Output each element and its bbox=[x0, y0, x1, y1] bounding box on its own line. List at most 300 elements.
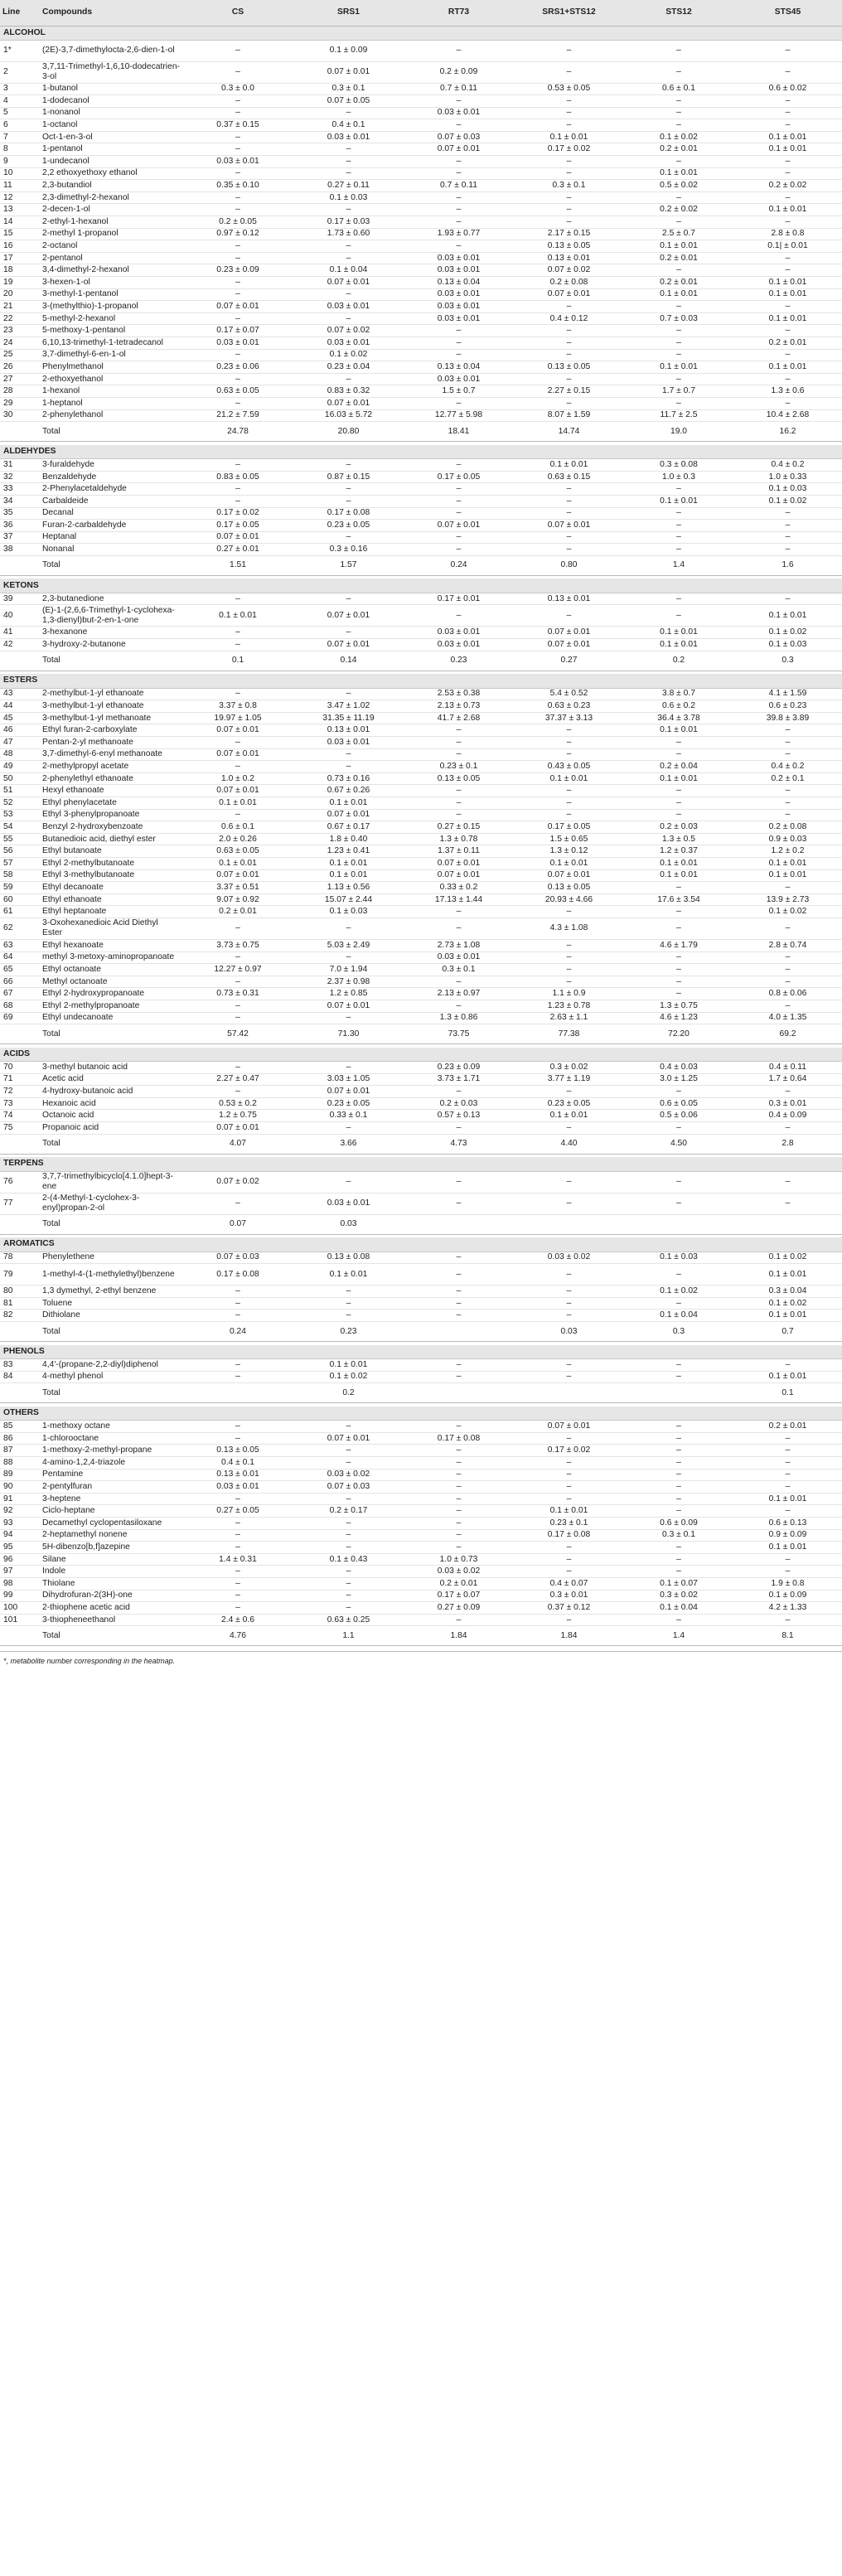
total-cell-cs bbox=[182, 1383, 293, 1403]
section-header bbox=[0, 1048, 842, 1062]
value-cell-rt73: – bbox=[404, 1517, 514, 1529]
value-cell-mix: 8.07 ± 1.59 bbox=[514, 409, 624, 422]
line-number-cell: 101 bbox=[0, 1614, 40, 1626]
table-row bbox=[0, 1577, 842, 1590]
value-cell-srs1: – bbox=[293, 107, 404, 119]
value-cell-mix: 0.07 ± 0.02 bbox=[514, 264, 624, 277]
value-cell-sts12: 0.1 ± 0.04 bbox=[624, 1310, 733, 1322]
compound-name-cell: Ethyl furan-2-carboxylate bbox=[40, 724, 182, 737]
value-cell-sts45: – bbox=[733, 1359, 842, 1372]
value-cell-sts45: 0.4 ± 0.2 bbox=[733, 761, 842, 773]
compound-name-cell: 2,3-dimethyl-2-hexanol bbox=[40, 191, 182, 204]
total-row-spacer bbox=[0, 1134, 40, 1154]
value-cell-sts12: 0.1 ± 0.01 bbox=[624, 495, 733, 507]
table-row bbox=[0, 520, 842, 532]
header-srs1-sts12: SRS1+STS12 bbox=[514, 0, 624, 26]
value-cell-rt73: 0.03 ± 0.01 bbox=[404, 373, 514, 385]
value-cell-mix: 20.93 ± 4.66 bbox=[514, 893, 624, 906]
value-cell-mix: 5.4 ± 0.52 bbox=[514, 688, 624, 700]
table-row bbox=[0, 951, 842, 964]
table-row bbox=[0, 627, 842, 639]
value-cell-cs: 0.6 ± 0.1 bbox=[182, 821, 293, 834]
value-cell-srs1: 0.07 ± 0.01 bbox=[293, 639, 404, 651]
value-cell-srs1: 0.4 ± 0.1 bbox=[293, 119, 404, 132]
compound-name-cell: 3-methyl butanoic acid bbox=[40, 1062, 182, 1074]
value-cell-cs: 0.17 ± 0.02 bbox=[182, 507, 293, 520]
line-number-cell: 63 bbox=[0, 939, 40, 951]
value-cell-mix: – bbox=[514, 531, 624, 544]
total-label: Total bbox=[40, 1626, 182, 1646]
value-cell-srs1: 0.07 ± 0.01 bbox=[293, 605, 404, 627]
value-cell-cs: 0.97 ± 0.12 bbox=[182, 228, 293, 240]
value-cell-mix: 0.4 ± 0.07 bbox=[514, 1577, 624, 1590]
total-row-spacer bbox=[0, 1322, 40, 1342]
value-cell-mix: – bbox=[514, 1122, 624, 1135]
value-cell-mix: – bbox=[514, 809, 624, 821]
value-cell-srs1: 0.07 ± 0.05 bbox=[293, 95, 404, 108]
value-cell-mix: 0.13 ± 0.01 bbox=[514, 252, 624, 264]
value-cell-sts45: 0.6 ± 0.13 bbox=[733, 1517, 842, 1529]
value-cell-rt73: 41.7 ± 2.68 bbox=[404, 712, 514, 724]
value-cell-rt73: – bbox=[404, 1421, 514, 1433]
value-cell-rt73: – bbox=[404, 1469, 514, 1481]
compound-name-cell: Ethyl phenylacetate bbox=[40, 797, 182, 810]
value-cell-srs1: 2.37 ± 0.98 bbox=[293, 976, 404, 988]
value-cell-srs1: 0.07 ± 0.01 bbox=[293, 809, 404, 821]
value-cell-sts45: – bbox=[733, 252, 842, 264]
total-cell-sts45: 8.1 bbox=[733, 1626, 842, 1646]
value-cell-mix: 0.17 ± 0.05 bbox=[514, 821, 624, 834]
value-cell-cs: – bbox=[182, 1371, 293, 1383]
value-cell-cs: 0.17 ± 0.05 bbox=[182, 520, 293, 532]
compound-name-cell: Indole bbox=[40, 1566, 182, 1578]
value-cell-rt73: – bbox=[404, 748, 514, 761]
value-cell-cs: – bbox=[182, 1062, 293, 1074]
value-cell-cs: – bbox=[182, 639, 293, 651]
value-cell-srs1: – bbox=[293, 1122, 404, 1135]
value-cell-rt73: 0.07 ± 0.01 bbox=[404, 857, 514, 869]
table-row bbox=[0, 544, 842, 556]
value-cell-sts12: 0.1 ± 0.01 bbox=[624, 724, 733, 737]
total-cell-rt73: 1.84 bbox=[404, 1626, 514, 1646]
value-cell-mix: – bbox=[514, 1359, 624, 1372]
compound-name-cell: 6,10,13-trimethyl-1-tetradecanol bbox=[40, 337, 182, 349]
compound-name-cell: 2-ethyl-1-hexanol bbox=[40, 216, 182, 229]
compound-name-cell: 2-methyl 1-propanol bbox=[40, 228, 182, 240]
value-cell-sts12: 0.1 ± 0.04 bbox=[624, 1602, 733, 1615]
compound-name-cell: Dihydrofuran-2(3H)-one bbox=[40, 1590, 182, 1602]
value-cell-cs: – bbox=[182, 809, 293, 821]
table-row bbox=[0, 1602, 842, 1615]
value-cell-rt73: – bbox=[404, 1457, 514, 1470]
value-cell-sts12: 1.0 ± 0.3 bbox=[624, 471, 733, 483]
table-row bbox=[0, 688, 842, 700]
compound-name-cell: 3,7,7-trimethylbicyclo[4.1.0]hept-3-ene bbox=[40, 1171, 182, 1193]
value-cell-sts12: – bbox=[624, 531, 733, 544]
value-cell-rt73: – bbox=[404, 1614, 514, 1626]
value-cell-mix: – bbox=[514, 1264, 624, 1286]
value-cell-sts12: 0.2 ± 0.03 bbox=[624, 821, 733, 834]
value-cell-mix: – bbox=[514, 785, 624, 797]
value-cell-cs: 2.4 ± 0.6 bbox=[182, 1614, 293, 1626]
table-row bbox=[0, 143, 842, 156]
compound-name-cell: Benzaldehyde bbox=[40, 471, 182, 483]
compound-name-cell: Ethyl butanoate bbox=[40, 845, 182, 858]
value-cell-rt73: – bbox=[404, 397, 514, 409]
compound-name-cell: 3-methylbut-1-yl ethanoate bbox=[40, 700, 182, 713]
total-row bbox=[0, 422, 842, 442]
line-number-cell: 86 bbox=[0, 1432, 40, 1445]
value-cell-cs: – bbox=[182, 1542, 293, 1554]
value-cell-sts12: – bbox=[624, 544, 733, 556]
value-cell-rt73: 0.27 ± 0.09 bbox=[404, 1602, 514, 1615]
value-cell-cs: 21.2 ± 7.59 bbox=[182, 409, 293, 422]
table-body bbox=[0, 26, 842, 1649]
value-cell-sts45: – bbox=[733, 785, 842, 797]
total-row bbox=[0, 1322, 842, 1342]
section-spacer-cell bbox=[0, 1646, 842, 1649]
value-cell-mix: – bbox=[514, 507, 624, 520]
compound-name-cell: 4,4'-(propane-2,2-diyl)diphenol bbox=[40, 1359, 182, 1372]
value-cell-rt73: 0.13 ± 0.05 bbox=[404, 772, 514, 785]
compound-name-cell: 1-methoxy octane bbox=[40, 1421, 182, 1433]
value-cell-mix: – bbox=[514, 1614, 624, 1626]
total-cell-sts12: 4.50 bbox=[624, 1134, 733, 1154]
compound-name-cell: 1,3 dymethyl, 2-ethyl benzene bbox=[40, 1286, 182, 1298]
line-number-cell: 46 bbox=[0, 724, 40, 737]
value-cell-mix: 0.07 ± 0.01 bbox=[514, 1421, 624, 1433]
value-cell-srs1: 7.0 ± 1.94 bbox=[293, 964, 404, 976]
value-cell-srs1: 0.63 ± 0.25 bbox=[293, 1614, 404, 1626]
table-row bbox=[0, 918, 842, 939]
compound-name-cell: 2-ethoxyethanol bbox=[40, 373, 182, 385]
line-number-cell: 84 bbox=[0, 1371, 40, 1383]
compound-name-cell: 2-octanol bbox=[40, 240, 182, 253]
header-sts45: STS45 bbox=[733, 0, 842, 26]
value-cell-cs: 0.23 ± 0.09 bbox=[182, 264, 293, 277]
compound-name-cell: Benzyl 2-hydroxybenzoate bbox=[40, 821, 182, 834]
table-row bbox=[0, 1553, 842, 1566]
value-cell-mix: – bbox=[514, 349, 624, 361]
total-cell-sts45: 0.3 bbox=[733, 651, 842, 671]
compound-name-cell: Toluene bbox=[40, 1297, 182, 1310]
value-cell-cs: – bbox=[182, 204, 293, 216]
line-number-cell: 70 bbox=[0, 1062, 40, 1074]
value-cell-cs: – bbox=[182, 1297, 293, 1310]
compound-name-cell: Hexanoic acid bbox=[40, 1097, 182, 1110]
total-label: Total bbox=[40, 1322, 182, 1342]
value-cell-sts45: 0.1 ± 0.01 bbox=[733, 1264, 842, 1286]
value-cell-sts45: 0.1 ± 0.01 bbox=[733, 605, 842, 627]
table-row bbox=[0, 1371, 842, 1383]
value-cell-sts12: – bbox=[624, 1469, 733, 1481]
line-number-cell: 73 bbox=[0, 1097, 40, 1110]
value-cell-mix: 0.43 ± 0.05 bbox=[514, 761, 624, 773]
value-cell-sts12: – bbox=[624, 61, 733, 83]
table-row bbox=[0, 869, 842, 882]
value-cell-cs: 0.2 ± 0.05 bbox=[182, 216, 293, 229]
value-cell-rt73: – bbox=[404, 809, 514, 821]
table-row bbox=[0, 1505, 842, 1518]
value-cell-sts12: 0.1 ± 0.01 bbox=[624, 639, 733, 651]
value-cell-mix: 0.07 ± 0.01 bbox=[514, 869, 624, 882]
table-row bbox=[0, 712, 842, 724]
value-cell-srs1: 0.07 ± 0.01 bbox=[293, 1000, 404, 1012]
total-cell-cs: 4.07 bbox=[182, 1134, 293, 1154]
table-row bbox=[0, 1012, 842, 1024]
value-cell-srs1: – bbox=[293, 951, 404, 964]
value-cell-sts12: – bbox=[624, 1457, 733, 1470]
value-cell-cs: – bbox=[182, 1012, 293, 1024]
value-cell-sts45: 0.2 ± 0.08 bbox=[733, 821, 842, 834]
value-cell-sts45: 4.2 ± 1.33 bbox=[733, 1602, 842, 1615]
value-cell-sts45: 0.1 ± 0.01 bbox=[733, 131, 842, 143]
line-number-cell: 81 bbox=[0, 1297, 40, 1310]
value-cell-cs: 0.1 ± 0.01 bbox=[182, 797, 293, 810]
value-cell-rt73: 0.23 ± 0.09 bbox=[404, 1062, 514, 1074]
value-cell-sts12: 0.1 ± 0.02 bbox=[624, 131, 733, 143]
value-cell-cs: 0.17 ± 0.07 bbox=[182, 325, 293, 337]
value-cell-rt73: 1.3 ± 0.86 bbox=[404, 1012, 514, 1024]
value-cell-mix: – bbox=[514, 191, 624, 204]
table-row bbox=[0, 1445, 842, 1457]
value-cell-sts45: – bbox=[733, 1505, 842, 1518]
table-row bbox=[0, 845, 842, 858]
value-cell-srs1: – bbox=[293, 1566, 404, 1578]
compound-name-cell: Ethyl 3-methylbutanoate bbox=[40, 869, 182, 882]
value-cell-rt73: – bbox=[404, 737, 514, 749]
table-row bbox=[0, 385, 842, 398]
value-cell-srs1: 0.1 ± 0.01 bbox=[293, 869, 404, 882]
value-cell-srs1: 0.03 ± 0.01 bbox=[293, 337, 404, 349]
line-number-cell: 91 bbox=[0, 1493, 40, 1505]
table-row bbox=[0, 1097, 842, 1110]
value-cell-sts12: – bbox=[624, 156, 733, 168]
value-cell-srs1: – bbox=[293, 918, 404, 939]
line-number-cell: 93 bbox=[0, 1517, 40, 1529]
total-cell-rt73 bbox=[404, 1383, 514, 1403]
value-cell-sts12: 0.2 ± 0.04 bbox=[624, 761, 733, 773]
table-row bbox=[0, 1110, 842, 1122]
compound-name-cell: Thiolane bbox=[40, 1577, 182, 1590]
table-row bbox=[0, 277, 842, 289]
value-cell-cs: – bbox=[182, 349, 293, 361]
table-row bbox=[0, 1359, 842, 1372]
line-number-cell: 18 bbox=[0, 264, 40, 277]
value-cell-srs1: 0.07 ± 0.01 bbox=[293, 277, 404, 289]
value-cell-sts45: 0.1 ± 0.01 bbox=[733, 1493, 842, 1505]
table-row bbox=[0, 857, 842, 869]
value-cell-sts45: – bbox=[733, 1122, 842, 1135]
value-cell-cs: – bbox=[182, 1193, 293, 1214]
line-number-cell: 87 bbox=[0, 1445, 40, 1457]
table-row bbox=[0, 724, 842, 737]
value-cell-cs: – bbox=[182, 1577, 293, 1590]
table-row bbox=[0, 1457, 842, 1470]
value-cell-rt73: – bbox=[404, 1297, 514, 1310]
value-cell-srs1: 0.03 ± 0.01 bbox=[293, 301, 404, 313]
value-cell-sts45: – bbox=[733, 1481, 842, 1494]
value-cell-cs: – bbox=[182, 40, 293, 61]
value-cell-mix: – bbox=[514, 797, 624, 810]
value-cell-srs1: 0.07 ± 0.03 bbox=[293, 1481, 404, 1494]
compound-name-cell: 2-Phenylacetaldehyde bbox=[40, 483, 182, 496]
compound-name-cell: 2-methylpropyl acetate bbox=[40, 761, 182, 773]
compound-name-cell: Ethyl decanoate bbox=[40, 882, 182, 894]
value-cell-rt73: – bbox=[404, 156, 514, 168]
value-cell-srs1: 0.1 ± 0.03 bbox=[293, 906, 404, 918]
line-number-cell: 29 bbox=[0, 397, 40, 409]
value-cell-sts12: 1.2 ± 0.37 bbox=[624, 845, 733, 858]
value-cell-sts12: – bbox=[624, 1505, 733, 1518]
value-cell-srs1: 0.03 ± 0.01 bbox=[293, 737, 404, 749]
value-cell-cs: 0.73 ± 0.31 bbox=[182, 988, 293, 1000]
value-cell-cs: 0.13 ± 0.05 bbox=[182, 1445, 293, 1457]
value-cell-cs: 1.4 ± 0.31 bbox=[182, 1553, 293, 1566]
value-cell-sts45: 0.1 ± 0.01 bbox=[733, 857, 842, 869]
compound-name-cell: Ethyl 2-methylbutanoate bbox=[40, 857, 182, 869]
compound-name-cell: 2-(4-Methyl-1-cyclohex-3-enyl)propan-2-ol bbox=[40, 1193, 182, 1214]
value-cell-mix: 0.23 ± 0.05 bbox=[514, 1097, 624, 1110]
total-cell-srs1: 71.30 bbox=[293, 1024, 404, 1044]
value-cell-sts45: – bbox=[733, 1445, 842, 1457]
table-row bbox=[0, 906, 842, 918]
value-cell-srs1: – bbox=[293, 1445, 404, 1457]
value-cell-rt73: 12.77 ± 5.98 bbox=[404, 409, 514, 422]
value-cell-srs1: 0.03 ± 0.01 bbox=[293, 131, 404, 143]
value-cell-sts45: – bbox=[733, 976, 842, 988]
value-cell-sts12: 0.1 ± 0.03 bbox=[624, 1252, 733, 1264]
line-number-cell: 26 bbox=[0, 361, 40, 374]
value-cell-mix: – bbox=[514, 61, 624, 83]
compound-name-cell: 3-methyl-1-pentanol bbox=[40, 288, 182, 301]
value-cell-sts45: 0.1 ± 0.03 bbox=[733, 639, 842, 651]
value-cell-rt73: – bbox=[404, 1529, 514, 1542]
value-cell-cs: 2.0 ± 0.26 bbox=[182, 833, 293, 845]
value-cell-mix: 0.13 ± 0.05 bbox=[514, 882, 624, 894]
value-cell-mix: – bbox=[514, 976, 624, 988]
table-row bbox=[0, 1310, 842, 1322]
total-cell-rt73: 4.73 bbox=[404, 1134, 514, 1154]
value-cell-srs1: – bbox=[293, 204, 404, 216]
table-row bbox=[0, 1000, 842, 1012]
value-cell-rt73: 2.73 ± 1.08 bbox=[404, 939, 514, 951]
table-row bbox=[0, 1297, 842, 1310]
value-cell-srs1: 0.73 ± 0.16 bbox=[293, 772, 404, 785]
value-cell-rt73: – bbox=[404, 337, 514, 349]
value-cell-cs: – bbox=[182, 95, 293, 108]
value-cell-sts45: – bbox=[733, 191, 842, 204]
section-title: AROMATICS bbox=[0, 1237, 842, 1252]
value-cell-srs1: – bbox=[293, 240, 404, 253]
table-row bbox=[0, 288, 842, 301]
value-cell-mix: – bbox=[514, 1457, 624, 1470]
value-cell-srs1: – bbox=[293, 1590, 404, 1602]
value-cell-sts45: 39.8 ± 3.89 bbox=[733, 712, 842, 724]
value-cell-mix: – bbox=[514, 1086, 624, 1098]
value-cell-cs: – bbox=[182, 1602, 293, 1615]
value-cell-rt73: – bbox=[404, 1252, 514, 1264]
table-row bbox=[0, 939, 842, 951]
value-cell-sts12: 0.2 ± 0.01 bbox=[624, 143, 733, 156]
compound-name-cell: 5H-dibenzo[b,f]azepine bbox=[40, 1542, 182, 1554]
compound-name-cell: (2E)-3,7-dimethylocta-2,6-dien-1-ol bbox=[40, 40, 182, 61]
value-cell-cs: 0.07 ± 0.01 bbox=[182, 1122, 293, 1135]
value-cell-cs: 0.3 ± 0.0 bbox=[182, 83, 293, 95]
table-row bbox=[0, 107, 842, 119]
value-cell-sts45: 10.4 ± 2.68 bbox=[733, 409, 842, 422]
value-cell-cs: 0.4 ± 0.1 bbox=[182, 1457, 293, 1470]
line-number-cell: 61 bbox=[0, 906, 40, 918]
value-cell-cs: 0.23 ± 0.06 bbox=[182, 361, 293, 374]
value-cell-sts12: 0.3 ± 0.1 bbox=[624, 1529, 733, 1542]
value-cell-sts45: – bbox=[733, 156, 842, 168]
compound-name-cell: Phenylethene bbox=[40, 1252, 182, 1264]
table-footnote: *, metabolite number corresponding in the heatmap. bbox=[0, 1651, 842, 1665]
value-cell-mix: – bbox=[514, 1193, 624, 1214]
value-cell-rt73: – bbox=[404, 483, 514, 496]
line-number-cell: 75 bbox=[0, 1122, 40, 1135]
total-cell-cs: 24.78 bbox=[182, 422, 293, 442]
value-cell-mix: – bbox=[514, 337, 624, 349]
value-cell-cs: – bbox=[182, 143, 293, 156]
value-cell-rt73: 0.03 ± 0.01 bbox=[404, 252, 514, 264]
value-cell-rt73: – bbox=[404, 1542, 514, 1554]
value-cell-sts12: – bbox=[624, 1493, 733, 1505]
line-number-cell: 98 bbox=[0, 1577, 40, 1590]
value-cell-srs1: – bbox=[293, 459, 404, 472]
table-row bbox=[0, 1432, 842, 1445]
value-cell-mix: 0.23 ± 0.1 bbox=[514, 1517, 624, 1529]
value-cell-sts45: – bbox=[733, 1614, 842, 1626]
line-number-cell: 17 bbox=[0, 252, 40, 264]
table-row bbox=[0, 797, 842, 810]
compound-name-cell: 1-pentanol bbox=[40, 143, 182, 156]
value-cell-cs: 0.07 ± 0.03 bbox=[182, 1252, 293, 1264]
value-cell-srs1: 1.73 ± 0.60 bbox=[293, 228, 404, 240]
value-cell-sts12: – bbox=[624, 1297, 733, 1310]
value-cell-sts12: – bbox=[624, 1542, 733, 1554]
value-cell-sts45: 0.1 ± 0.01 bbox=[733, 277, 842, 289]
value-cell-sts12: 0.1 ± 0.02 bbox=[624, 1286, 733, 1298]
value-cell-mix: – bbox=[514, 483, 624, 496]
value-cell-cs: 0.07 ± 0.01 bbox=[182, 301, 293, 313]
table-row bbox=[0, 785, 842, 797]
compound-name-cell: 1-heptanol bbox=[40, 397, 182, 409]
value-cell-srs1: – bbox=[293, 1421, 404, 1433]
total-cell-srs1: 3.66 bbox=[293, 1134, 404, 1154]
value-cell-srs1: – bbox=[293, 495, 404, 507]
value-cell-sts45: – bbox=[733, 544, 842, 556]
value-cell-sts45: – bbox=[733, 1432, 842, 1445]
value-cell-rt73: 0.03 ± 0.01 bbox=[404, 312, 514, 325]
value-cell-sts45: 0.4 ± 0.09 bbox=[733, 1110, 842, 1122]
value-cell-sts45: – bbox=[733, 531, 842, 544]
table-row bbox=[0, 976, 842, 988]
total-cell-sts12: 72.20 bbox=[624, 1024, 733, 1044]
value-cell-srs1: 16.03 ± 5.72 bbox=[293, 409, 404, 422]
value-cell-cs: 0.03 ± 0.01 bbox=[182, 1481, 293, 1494]
value-cell-sts12: – bbox=[624, 918, 733, 939]
value-cell-rt73: 0.27 ± 0.15 bbox=[404, 821, 514, 834]
value-cell-srs1: 0.23 ± 0.05 bbox=[293, 1097, 404, 1110]
value-cell-sts12: – bbox=[624, 1193, 733, 1214]
line-number-cell: 38 bbox=[0, 544, 40, 556]
value-cell-sts45: – bbox=[733, 737, 842, 749]
value-cell-rt73: – bbox=[404, 1359, 514, 1372]
value-cell-mix: 37.37 ± 3.13 bbox=[514, 712, 624, 724]
line-number-cell: 66 bbox=[0, 976, 40, 988]
